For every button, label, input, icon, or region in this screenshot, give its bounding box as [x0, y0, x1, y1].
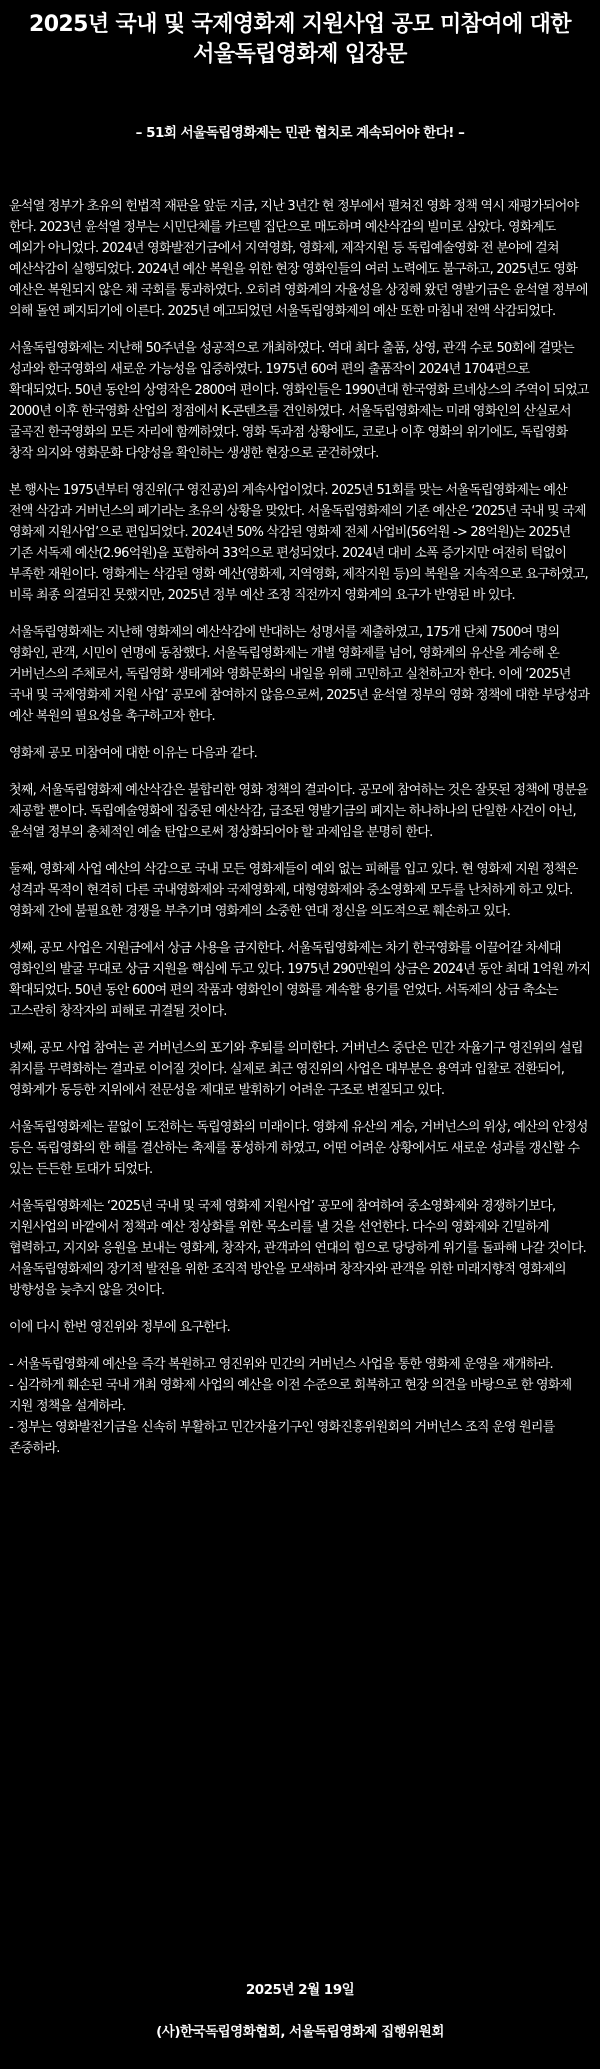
paragraph-reason-3: 셋째, 공모 사업은 지원금에서 상금 사용을 금지한다. 서울독립영화제는 차기 한국영화를 이끌어갈 차세대 영화인의 발굴 무대로 상금 지원을 핵심에 두고 있다. 1975년 290만원의 상금은 2024년 동안 최대 1억원 까지 확대되었다. 50년 동안 600여 편의 작품과 영화인이 영화를 계속할 용기를 얻었다. 서독제의 상금 축소는 고스란히 창작자의 피해로 귀결될 것이다.: [9, 941, 591, 1019]
statement-date: 2025년 2월 19일: [245, 1982, 355, 1998]
statement-signature: (사)한국독립영화협회, 서울독립영화제 집행위원회: [156, 2024, 444, 2040]
paragraph-reason-1: 첫째, 서울독립영화제 예산삭감은 불합리한 영화 정책의 결과이다. 공모에 참여하는 것은 잘못된 정책에 명분을 제공할 뿐이다. 독립예술영화에 집중된 예산삭감, 급조된 영발기금의 폐지는 하나하나의 단일한 사건이 아닌, 윤석열 정부의 총체적인 예술 탄압으로써 정상화되어야 할 과제임을 분명히 한다.: [9, 783, 588, 840]
paragraph-non-participation: 서울독립영화제는 지난해 영화제의 예산삭감에 반대하는 성명서를 제출하였고, 175개 단체 7500여 명의 영화인, 관객, 시민이 연명에 동참했다. 서울독립영화제는 개별 영화제를 넘어, 영화계의 유산을 계승해 온 거버넌스의 주체로서, 독립영화 생태계와 영화문화의 내일을 위해 고민하고 실천하고자 한다. 이에 ‘2025년 국내 및 국제영화제 지원 사업’ 공모에 참여하지 않음으로써, 2025년 윤석열 정부의 영화 정책에 대한 부당성과 예산 복원의 필요성을 촉구하고자 한다.: [9, 625, 590, 724]
paragraph-declaration: 서울독립영화제는 ‘2025년 국내 및 국제 영화제 지원사업’ 공모에 참여하여 중소영화제와 경쟁하기보다, 지원사업의 바깥에서 정책과 예산 정상화를 위한 목소리를 낼 것을 선언한다. 다수의 영화제와 긴밀하게 협력하고, 지지와 응원을 보내는 영화계, 창작자, 관객과의 연대의 힘으로 당당하게 위기를 돌파해 나갈 것이다. 서울독립영화제의 장기적 발전을 위한 조직적 방안을 모색하며 창작자와 관객을 위한 미래지향적 영화제의 방향성을 늦추지 않을 것이다.: [9, 1199, 587, 1298]
paragraph-budget-history: 본 행사는 1975년부터 영진위(구 영진공)의 계속사업이었다. 2025년 51회를 맞는 서울독립영화제는 예산 전액 삭감과 거버넌스의 폐기라는 초유의 상황을 맞았다. 서울독립영화제의 기존 예산은 ‘2025년 국내 및 국제 영화제 지원사업’으로 편입되었다. 2024년 50% 삭감된 영화제 전체 사업비(56억원 -> 28억원)는 2025년 기존 서독제 예산(2.96억원)을 포함하여 33억으로 편성되었다. 2024년 대비 소폭 증가지만 여전히 턱없이 부족한 재원이다. 영화계는 삭감된 영화 예산(영화제, 지역영화, 제작지원 등)의 복원을 지속적으로 요구하였고, 비록 최종 의결되진 못했지만, 2025년 정부 예산 조정 직전까지 영화계의 요구가 반영된 바 있다.: [9, 483, 588, 603]
title-line-1: 2025년 국내 및 국제영화제 지원사업 공모 미참여에 대한: [29, 12, 571, 37]
statement-body: [9, 196, 593, 1475]
demand-item: - 정부는 영화발전기금을 신속히 부활하고 민간자율기구인 영화진흥위원회의 거버넌스 조직 운영 원리를 존중하라.: [9, 1420, 555, 1456]
paragraph-intro: 윤석열 정부가 초유의 헌법적 재판을 앞둔 지금, 지난 3년간 현 정부에서 펼쳐진 영화 정책 역시 재평가되어야 한다. 2023년 윤석열 정부는 시민단체를 카르텔 집단으로 매도하며 예산삭감의 빌미로 삼았다. 영화계도 예외가 아니었다. 2024년 영화발전기금에서 지역영화, 영화제, 제작지원 등 독립예술영화 전 분야에 걸쳐 예산삭감이 실행되었다. 2024년 예산 복원을 위한 현장 영화인들의 여러 노력에도 불구하고, 2025년도 영화 예산은 복원되지 않은 채 국회를 통과하였다. 오히려 영화계의 자율성을 상징해 왔던 영발기금은 윤석열 정부에 의해 돌연 폐지되기에 이른다. 2025년 예고되었던 서울독립영화제의 예산 또한 마침내 전액 삭감되었다.: [9, 199, 588, 319]
paragraph-reasons-intro: 영화제 공모 미참여에 대한 이유는 다음과 같다.: [9, 746, 258, 761]
title-line-2: 서울독립영화제 입장문: [193, 42, 407, 67]
paragraph-reason-4: 넷째, 공모 사업 참여는 곧 거버넌스의 포기와 후퇴를 의미한다. 거버넌스 중단은 민간 자율기구 영진위의 설립 취지를 무력화하는 결과로 이어질 것이다. 실제로 최근 영진위의 사업은 대부분은 용역과 입찰로 전환되어, 영화계가 동등한 지위에서 전문성을 제대로 발휘하기 어려운 구조로 변질되고 있다.: [9, 1041, 583, 1098]
paragraph-50th-anniversary: 서울독립영화제는 지난해 50주년을 성공적으로 개최하였다. 역대 최다 출품, 상영, 관객 수로 50회에 걸맞는 성과와 한국영화의 새로운 가능성을 입증하였다. 1975년 60여 편의 출품작이 2024년 1704편으로 확대되었다. 50년 동안의 상영작은 2800여 편이다. 영화인들은 1990년대 한국영화 르네상스의 주역이 되었고 2000년 이후 한국영화 산업의 정점에서 K-콘텐츠를 견인하였다. 서울독립영화제는 미래 영화인의 산실로서 굴곡진 한국영화의 모든 자리에 함께하였다. 영화 독과점 상황에도, 코로나 이후 영화의 위기에도, 독립영화 창작 의지와 영화문화 다양성을 확인하는 생생한 현장으로 굳건하였다.: [9, 341, 589, 461]
demands-list: [9, 1354, 593, 1459]
document-subtitle: – 51회 서울독립영화제는 민관 협치로 계속되어야 한다! –: [135, 125, 465, 141]
document-title: [0, 10, 600, 70]
paragraph-reason-2: 둘째, 영화제 사업 예산의 삭감으로 국내 모든 영화제들이 예외 없는 피해를 입고 있다. 현 영화제 지원 정책은 성격과 목적이 현격히 다른 국내영화제와 국제영화제, 대형영화제와 중소영화제 모두를 난처하게 하고 있다. 영화제 간에 불필요한 경쟁을 부추기며 영화계의 소중한 연대 정신을 의도적으로 훼손하고 있다.: [9, 862, 578, 919]
demand-item: - 심각하게 훼손된 국내 개최 영화제 사업의 예산을 이전 수준으로 회복하고 현장 의견을 바탕으로 한 영화제 지원 정책을 설계하라.: [9, 1378, 572, 1414]
paragraph-demands-intro: 이에 다시 한번 영진위와 정부에 요구한다.: [9, 1320, 231, 1335]
paragraph-future: 서울독립영화제는 끝없이 도전하는 독립영화의 미래이다. 영화제 유산의 계승, 거버넌스의 위상, 예산의 안정성 등은 독립영화의 한 해를 결산하는 축제를 풍성하게 하였고, 어떤 어려운 상황에서도 새로운 성과를 갱신할 수 있는 든든한 토대가 되었다.: [9, 1120, 588, 1177]
demand-item: - 서울독립영화제 예산을 즉각 복원하고 영진위와 민간의 거버넌스 사업을 통한 영화제 운영을 재개하라.: [9, 1357, 553, 1372]
